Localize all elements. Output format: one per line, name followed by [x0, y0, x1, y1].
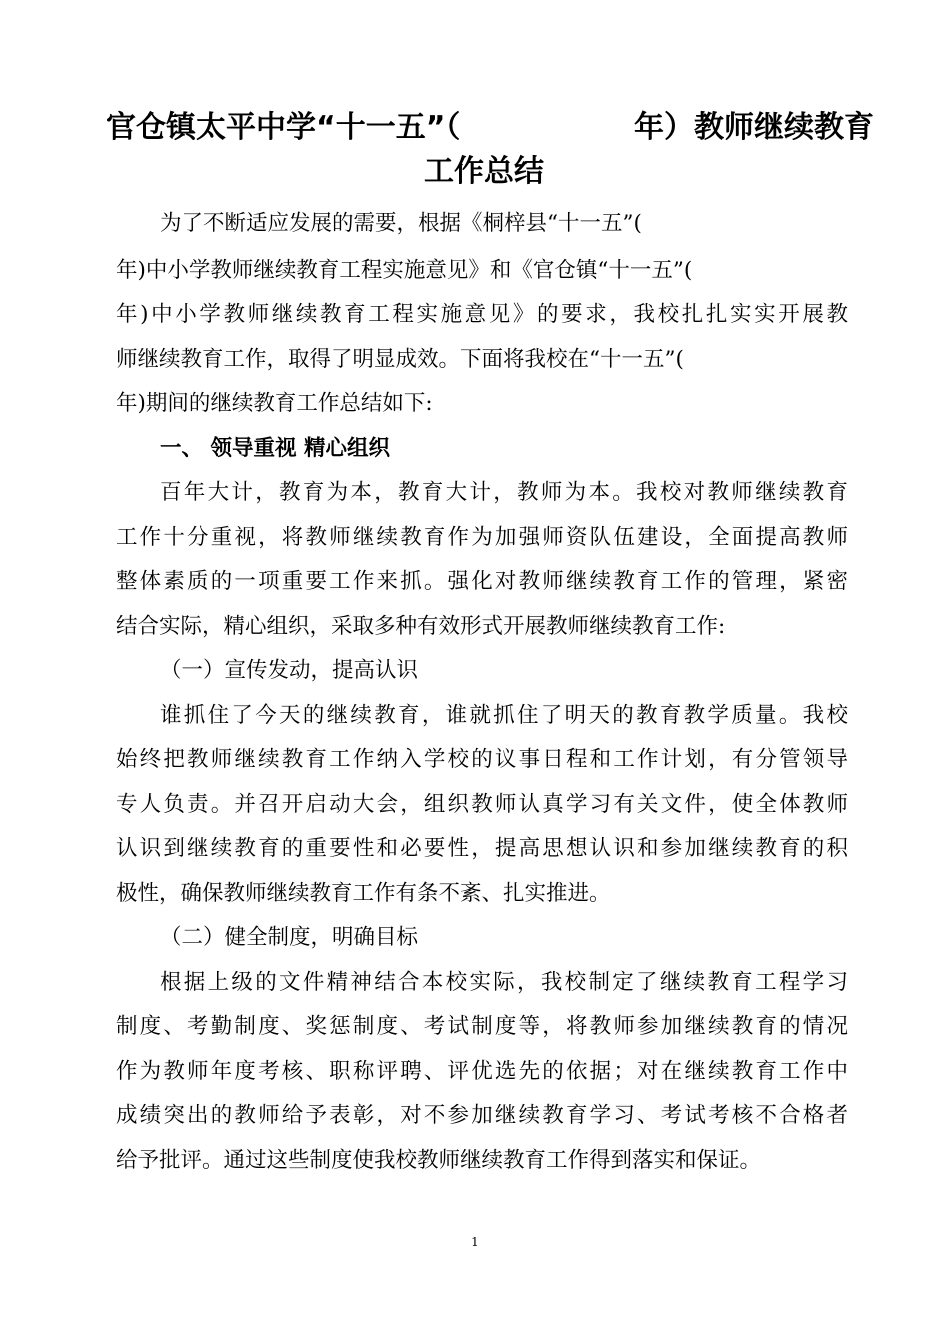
subsection-1-heading: （一）宣传发动，提高认识: [160, 658, 419, 683]
title-line-1-part-2: 年）教师继续教育: [634, 110, 874, 145]
section-1-line-1: 百年大计，教育为本，教育大计，教师为本。我校对教师继续教育: [160, 480, 848, 505]
title-line-1-part-1: 官仓镇太平中学“十一五”（: [106, 110, 461, 145]
subsection-1-line-1: 谁抓住了今天的继续教育，谁就抓住了明天的教育教学质量。我校: [160, 703, 848, 728]
title-line-2: 工作总结: [424, 154, 544, 189]
section-1-line-2: 工作十分重视，将教师继续教育作为加强师资队伍建设，全面提高教师: [116, 525, 848, 550]
intro-line-5: 年)期间的继续教育工作总结如下:: [116, 391, 433, 416]
subsection-2-line-2: 制度、考勤制度、奖惩制度、考试制度等，将教师参加继续教育的情况: [116, 1014, 848, 1039]
subsection-2-line-3: 作为教师年度考核、职称评聘、评优选先的依据；对在继续教育工作中: [116, 1059, 848, 1084]
subsection-2-line-5: 给予批评。通过这些制度使我校教师继续教育工作得到落实和保证。: [116, 1148, 762, 1173]
subsection-2-line-1: 根据上级的文件精神结合本校实际，我校制定了继续教育工程学习: [160, 970, 848, 995]
intro-line-2: 年)中小学教师继续教育工程实施意见》和《官仓镇“十一五”(: [116, 258, 693, 283]
section-1-line-4: 结合实际，精心组织，采取多种有效形式开展教师继续教育工作:: [116, 614, 726, 639]
subsection-2-line-4: 成绩突出的教师给予表彰，对不参加继续教育学习、考试考核不合格者: [116, 1103, 848, 1128]
subsection-2-heading: （二）健全制度，明确目标: [160, 925, 419, 950]
subsection-1-line-4: 认识到继续教育的重要性和必要性，提高思想认识和参加继续教育的积: [116, 836, 848, 861]
subsection-1-line-2: 始终把教师继续教育工作纳入学校的议事日程和工作计划，有分管领导: [116, 747, 848, 772]
intro-line-1: 为了不断适应发展的需要，根据《桐梓县“十一五”(: [160, 211, 642, 236]
page-number: 1: [471, 1235, 479, 1249]
subsection-1-line-3: 专人负责。并召开启动大会，组织教师认真学习有关文件，使全体教师: [116, 792, 848, 817]
intro-line-3: 年)中小学教师继续教育工程实施意见》的要求，我校扎扎实实开展教: [116, 302, 848, 327]
section-1-line-3: 整体素质的一项重要工作来抓。强化对教师继续教育工作的管理，紧密: [116, 569, 848, 594]
intro-line-4: 师继续教育工作，取得了明显成效。下面将我校在“十一五”(: [116, 347, 684, 372]
section-1-heading: 一、 领导重视 精心组织: [160, 436, 390, 461]
subsection-1-line-5: 极性，确保教师继续教育工作有条不紊、扎实推进。: [116, 881, 611, 906]
